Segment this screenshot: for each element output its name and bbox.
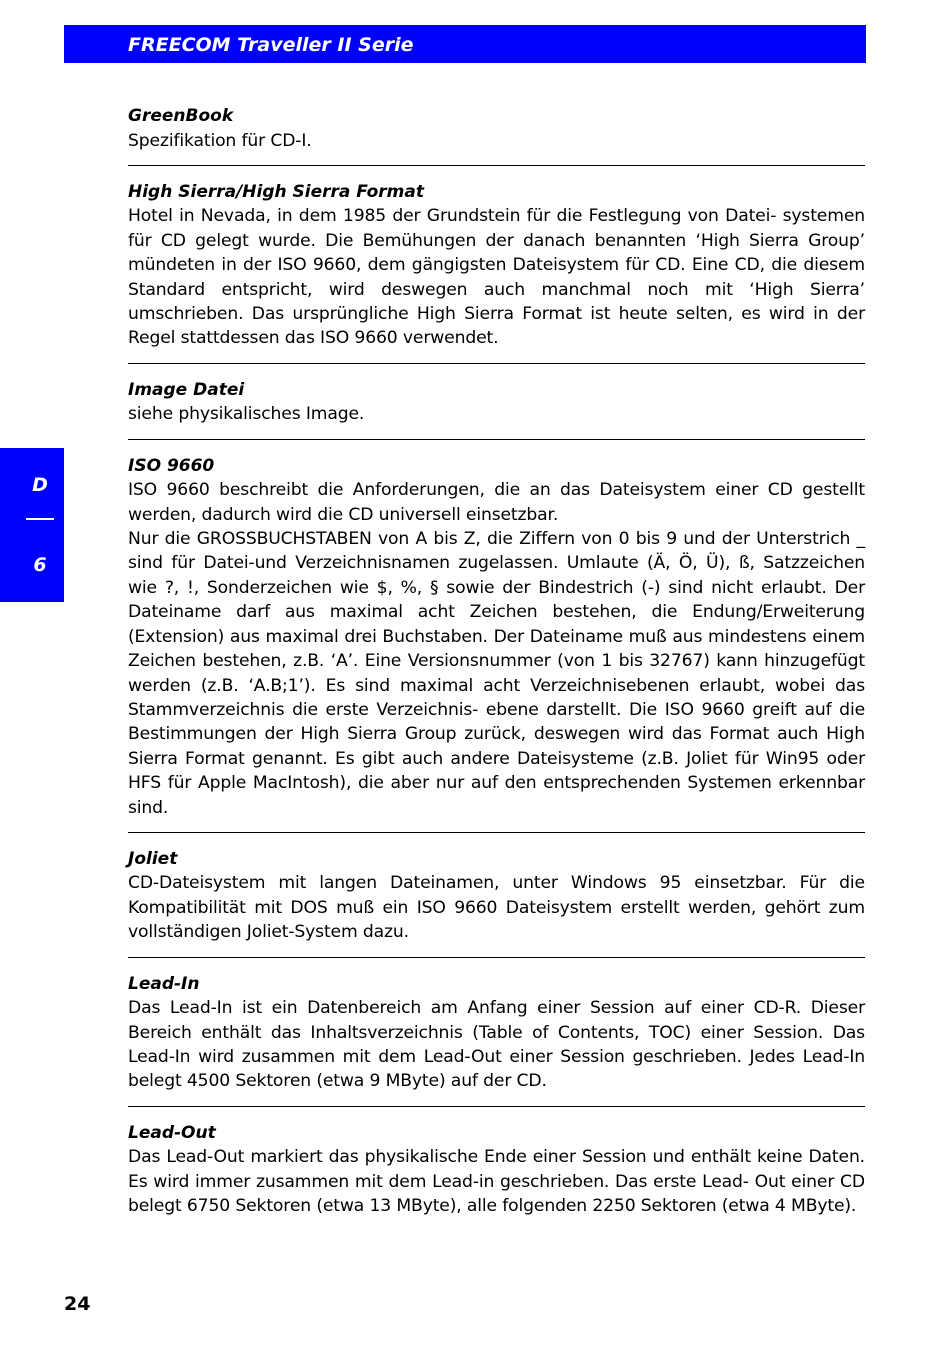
entry-term: Image Datei xyxy=(128,379,245,400)
page-number: 24 xyxy=(64,1293,91,1315)
entry-definition: Hotel in Nevada, in dem 1985 der Grundstein für die Festlegung von Datei- systemen für CD gelegt wurde. Die Bemühungen der danach benannten ‘High Sierra Group’ mündeten in der ISO 9660, dem gängigsten Dateisystem für CD. Eine CD, die diesem Standard entspricht, wird deswegen auch manchmal noch mit ‘High Sierra’ umschrieben. Das ursprüngliche High Sierra Format ist heute selten, es wird in der Regel stattdessen das ISO 9660 verwendet. xyxy=(128,206,865,349)
glossary-entry-joliet xyxy=(128,832,865,945)
side-tab-divider xyxy=(26,518,54,520)
glossary-entry-lead-in xyxy=(128,957,865,1094)
header-title: FREECOM Traveller II Serie xyxy=(128,34,414,56)
entry-term: Lead-Out xyxy=(128,1122,216,1143)
entry-term: GreenBook xyxy=(128,106,234,126)
side-tab xyxy=(0,448,64,602)
glossary-entry-high-sierra xyxy=(128,165,865,351)
glossary-entry-iso-9660 xyxy=(128,439,865,820)
entry-term: Lead-In xyxy=(128,973,200,994)
entry-term: ISO 9660 xyxy=(128,455,215,476)
entry-term: Joliet xyxy=(128,848,178,869)
glossary-entry-image-datei xyxy=(128,363,865,427)
entry-definition: ISO 9660 beschreibt die Anforderungen, die an das Dateisystem einer CD gestellt werden, dadurch wird die CD universell einsetzbar. xyxy=(128,480,865,525)
entry-definition: Das Lead-In ist ein Datenbereich am Anfang einer Session auf einer CD-R. Dieser Bereich enthält das Inhaltsverzeichnis (Table of Contents, TOC) einer Session. Das Lead-In wird zusammen mit dem Lead-Out einer Session geschrieben. Jedes Lead-In belegt 4500 Sektoren (etwa 9 MByte) auf der CD. xyxy=(128,998,865,1092)
entry-definition: siehe physikalisches Image. xyxy=(128,404,365,425)
header-bar xyxy=(64,25,866,63)
entry-definition: Spezifikation für CD-I. xyxy=(128,130,312,151)
glossary-content xyxy=(128,104,865,1219)
entry-definition: CD-Dateisystem mit langen Dateinamen, unter Windows 95 einsetzbar. Für die Kompatibilität mit DOS muß ein ISO 9660 Dateisystem erstellt werden, gehört zum vollständigen Joliet-System dazu. xyxy=(128,873,865,943)
glossary-entry-lead-out xyxy=(128,1106,865,1219)
entry-definition: Nur die GROSSBUCHSTABEN von A bis Z, die Ziffern von 0 bis 9 und der Unterstrich _ sind für Datei-und Verzeichnisnamen zugelassen. Umlaute (Ä, Ö, Ü), ß, Satzzeichen wie ?, !, Sonderzeichen wie $, %, § sowie der Bindestrich (-) sind nicht erlaubt. Der Dateiname darf aus maximal acht Zeichen bestehen, die Endung/Erweiterung (Extension) aus maximal drei Buchstaben. Der Dateiname muß aus mindestens einem Zeichen bestehen, z.B. ‘A’. Eine Versionsnummer (von 1 bis 32767) kann hinzugefügt werden (z.B. ‘A.B;1’). Es sind maximal acht Verzeichnisebenen erlaubt, wobei das Stammverzeichnis die erste Verzeichnis- ebene darstellt. Die ISO 9660 greift auf die Bestimmungen der High Sierra Group zurück, deswegen wird das Format auch High Sierra Format genannt. Es gibt auch andere Dateisysteme (z.B. Joliet für Win95 oder HFS für Apple MacIntosh), die aber nur auf den entsprechenden Systemen erkennbar sind. xyxy=(128,529,865,818)
side-tab-number: 6 xyxy=(33,554,47,576)
side-tab-letter: D xyxy=(32,474,48,496)
entry-term: High Sierra/High Sierra Format xyxy=(128,181,424,202)
glossary-entry-greenbook xyxy=(128,104,865,153)
entry-definition: Das Lead-Out markiert das physikalische Ende einer Session und enthält keine Daten. Es wird immer zusammen mit dem Lead-in geschrieben. Das erste Lead- Out einer CD belegt 6750 Sektoren (etwa 13 MByte), alle folgenden 2250 Sektoren (etwa 4 MByte). xyxy=(128,1147,865,1217)
